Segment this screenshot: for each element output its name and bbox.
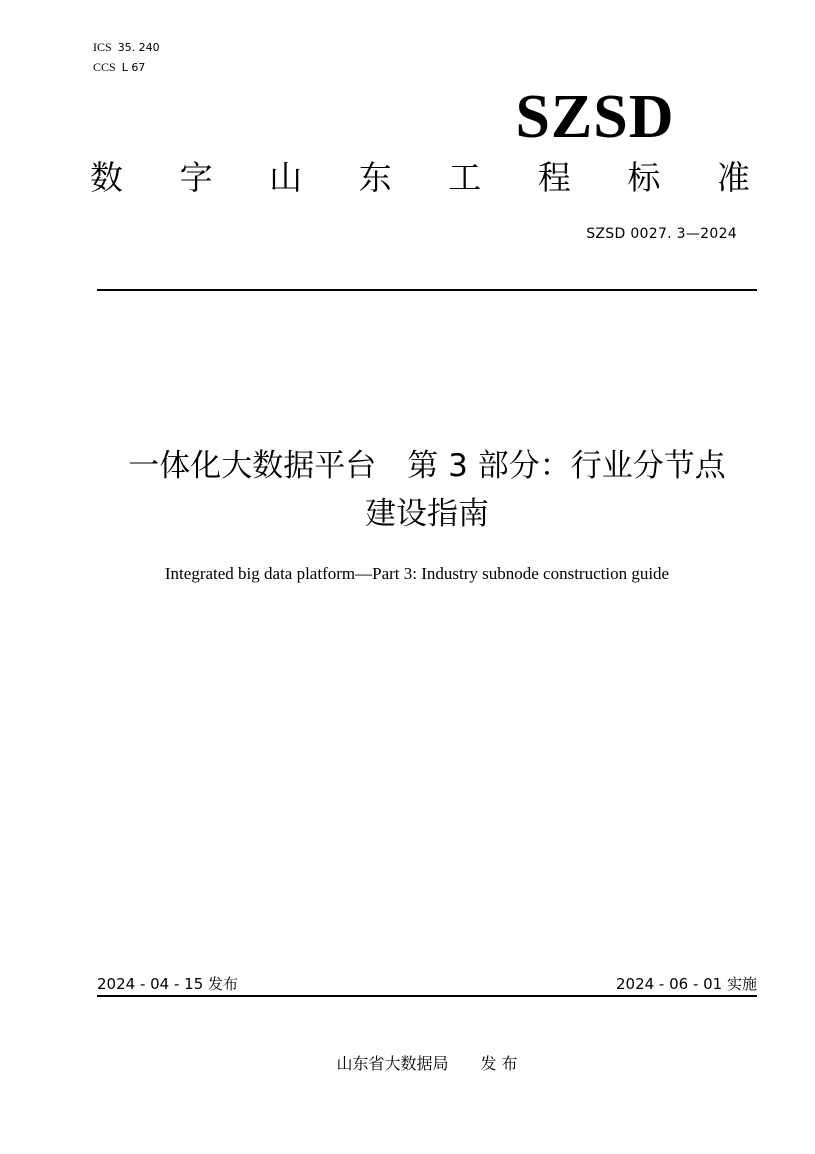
standard-type-char: 数: [90, 158, 123, 197]
publisher: 山东省大数据局 发 布: [336, 1054, 518, 1073]
standard-type-char: 东: [358, 158, 392, 197]
ics-label: ICS: [93, 40, 112, 54]
title-cn-line2: 建设指南: [365, 496, 489, 532]
title-en: Integrated big data platform—Part 3: Industry subnode construction guide: [164, 564, 670, 583]
ccs-label: CCS: [93, 60, 116, 74]
top-divider: [97, 289, 757, 291]
standard-logo: SZSD: [515, 83, 675, 151]
ics-value: 35. 240: [117, 41, 160, 54]
standard-type-char: 山: [269, 158, 303, 197]
standard-type-char: 工: [448, 158, 482, 197]
ccs-value: L 67: [121, 61, 146, 74]
standard-type-char: 标: [627, 158, 661, 197]
standard-type-char: 程: [537, 158, 571, 197]
implementation-date: 2024 - 06 - 01 实施: [615, 975, 757, 993]
standard-number: SZSD 0027. 3—2024: [586, 226, 737, 242]
ics-code: [93, 38, 160, 57]
title-cn-line1: 一体化大数据平台 第 3 部分：行业分节点: [128, 448, 726, 484]
bottom-divider: [97, 995, 757, 997]
standard-type-char: 准: [716, 158, 750, 197]
issue-date: 2024 - 04 - 15 发布: [97, 975, 239, 993]
standard-type-char: 字: [179, 158, 213, 197]
ccs-code: [93, 58, 145, 77]
standard-type: [90, 156, 750, 200]
